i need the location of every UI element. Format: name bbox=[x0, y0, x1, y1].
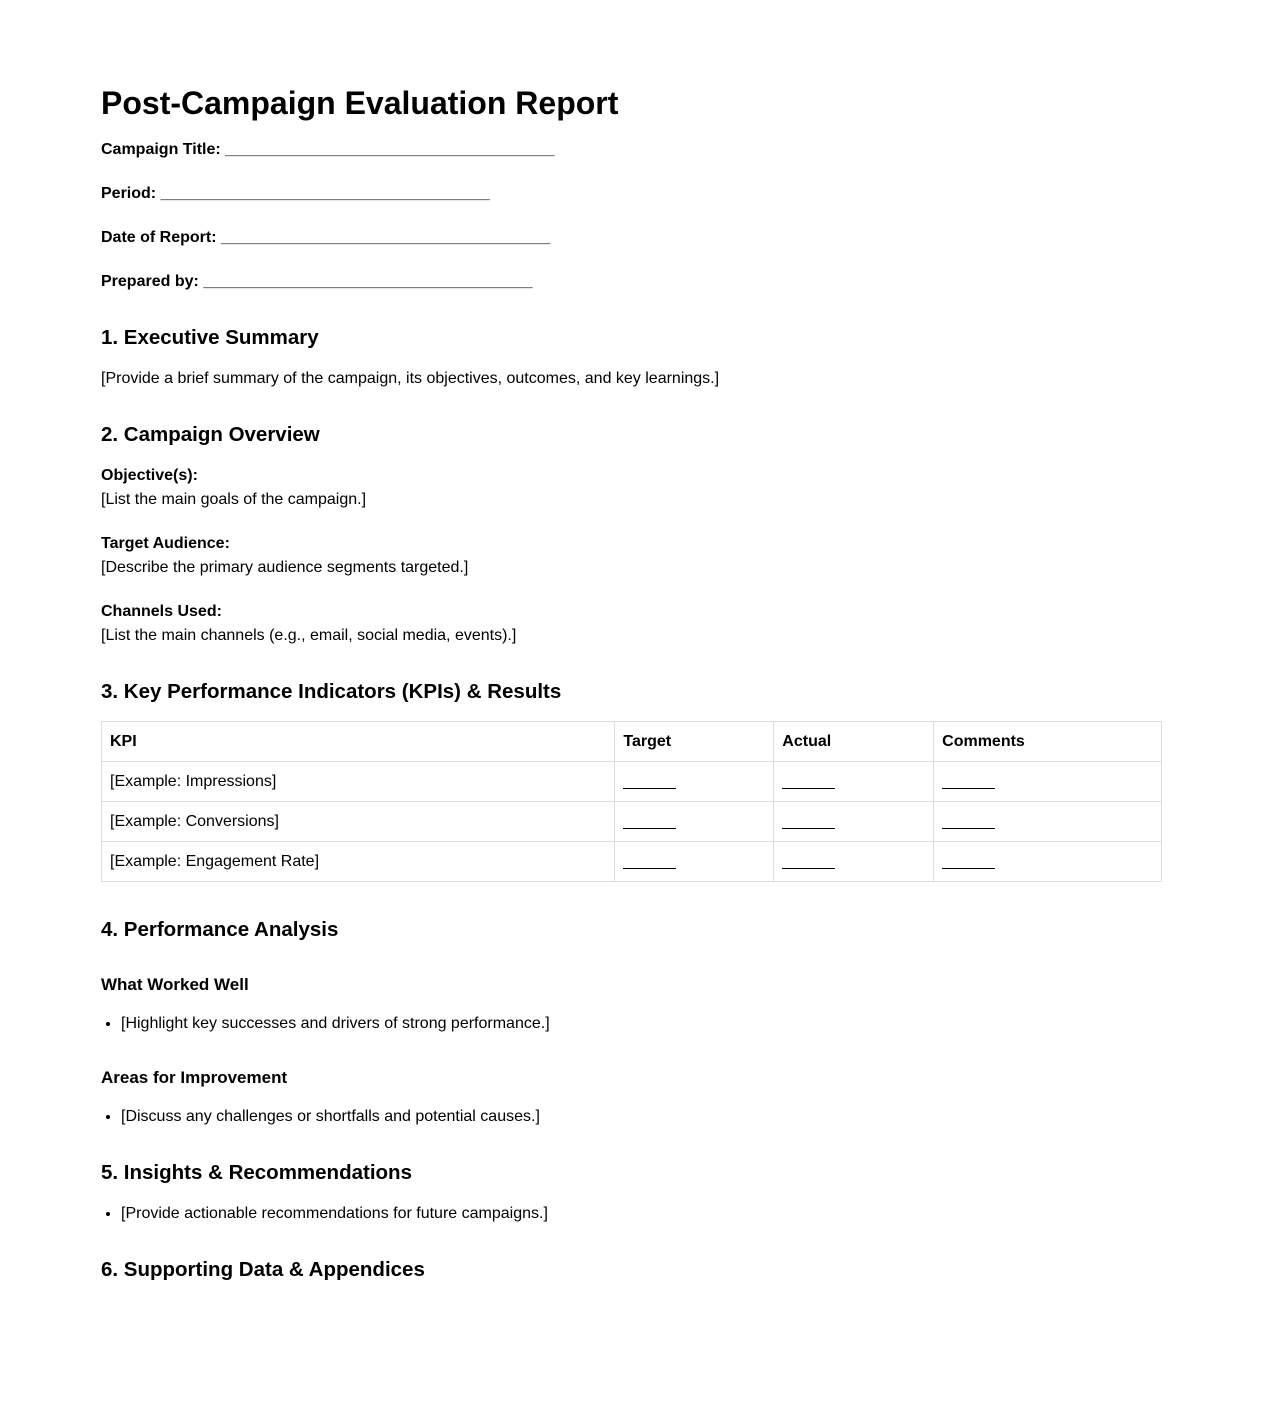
target-cell[interactable] bbox=[615, 802, 774, 842]
channels-used-label: Channels Used: bbox=[101, 603, 222, 620]
comments-blank[interactable] bbox=[942, 814, 995, 829]
target-blank[interactable] bbox=[623, 854, 676, 869]
comments-blank[interactable] bbox=[942, 774, 995, 789]
prepared-by-blank[interactable]: _____________________________________ bbox=[203, 273, 533, 290]
objectives-label: Objective(s): bbox=[101, 467, 198, 484]
campaign-title-blank[interactable]: _____________________________________ bbox=[225, 141, 555, 158]
section-heading-executive-summary: 1. Executive Summary bbox=[101, 326, 319, 349]
actual-blank[interactable] bbox=[782, 854, 835, 869]
comments-blank[interactable] bbox=[942, 854, 995, 869]
target-cell[interactable] bbox=[615, 842, 774, 882]
actual-cell[interactable] bbox=[774, 802, 934, 842]
list-item: • [Highlight key successes and drivers of strong performance.] bbox=[121, 1014, 550, 1034]
page-title: Post-Campaign Evaluation Report bbox=[101, 85, 619, 121]
kpi-cell: [Example: Impressions] bbox=[102, 762, 615, 802]
section-heading-kpis: 3. Key Performance Indicators (KPIs) & Results bbox=[101, 680, 562, 703]
actual-blank[interactable] bbox=[782, 814, 835, 829]
kpi-table bbox=[101, 721, 1162, 882]
section-heading-supporting-data: 6. Supporting Data & Appendices bbox=[101, 1258, 425, 1281]
kpi-cell: [Example: Conversions] bbox=[102, 802, 615, 842]
column-header-actual: Actual bbox=[774, 722, 934, 762]
column-header-target: Target bbox=[615, 722, 774, 762]
field-label: Date of Report: bbox=[101, 229, 217, 246]
column-header-kpi: KPI bbox=[102, 722, 615, 762]
period-blank[interactable]: _____________________________________ bbox=[160, 185, 490, 202]
channels-used-text: [List the main channels (e.g., email, social media, events).] bbox=[101, 627, 517, 644]
target-cell[interactable] bbox=[615, 762, 774, 802]
target-audience-text: [Describe the primary audience segments targeted.] bbox=[101, 559, 469, 576]
field-label: Prepared by: bbox=[101, 273, 199, 290]
table-row bbox=[102, 842, 1162, 882]
areas-for-improvement-list bbox=[101, 1107, 540, 1127]
target-blank[interactable] bbox=[623, 814, 676, 829]
actual-cell[interactable] bbox=[774, 762, 934, 802]
insights-list bbox=[101, 1204, 548, 1224]
period-field bbox=[101, 184, 490, 204]
actual-blank[interactable] bbox=[782, 774, 835, 789]
objectives-text: [List the main goals of the campaign.] bbox=[101, 491, 367, 508]
column-header-comments: Comments bbox=[934, 722, 1162, 762]
date-of-report-blank[interactable]: _____________________________________ bbox=[221, 229, 551, 246]
subheading-areas-for-improvement: Areas for Improvement bbox=[101, 1068, 288, 1087]
prepared-by-field bbox=[101, 272, 533, 292]
comments-cell[interactable] bbox=[934, 762, 1162, 802]
table-header-row bbox=[102, 722, 1162, 762]
campaign-title-field bbox=[101, 140, 554, 160]
what-worked-well-list bbox=[101, 1014, 550, 1034]
subheading-what-worked-well: What Worked Well bbox=[101, 975, 249, 994]
field-label: Campaign Title: bbox=[101, 141, 221, 158]
kpi-cell: [Example: Engagement Rate] bbox=[102, 842, 615, 882]
actual-cell[interactable] bbox=[774, 842, 934, 882]
table-row bbox=[102, 802, 1162, 842]
date-of-report-field bbox=[101, 228, 550, 248]
list-item: • [Provide actionable recommendations for future campaigns.] bbox=[121, 1204, 548, 1224]
field-label: Period: bbox=[101, 185, 157, 202]
executive-summary-text: [Provide a brief summary of the campaign, its objectives, outcomes, and key learnings.] bbox=[101, 370, 720, 387]
comments-cell[interactable] bbox=[934, 842, 1162, 882]
list-item: • [Discuss any challenges or shortfalls and potential causes.] bbox=[121, 1107, 540, 1127]
section-heading-insights: 5. Insights & Recommendations bbox=[101, 1161, 412, 1184]
table-row bbox=[102, 762, 1162, 802]
comments-cell[interactable] bbox=[934, 802, 1162, 842]
section-heading-performance-analysis: 4. Performance Analysis bbox=[101, 918, 339, 941]
target-audience-label: Target Audience: bbox=[101, 535, 230, 552]
section-heading-campaign-overview: 2. Campaign Overview bbox=[101, 423, 320, 446]
target-blank[interactable] bbox=[623, 774, 676, 789]
